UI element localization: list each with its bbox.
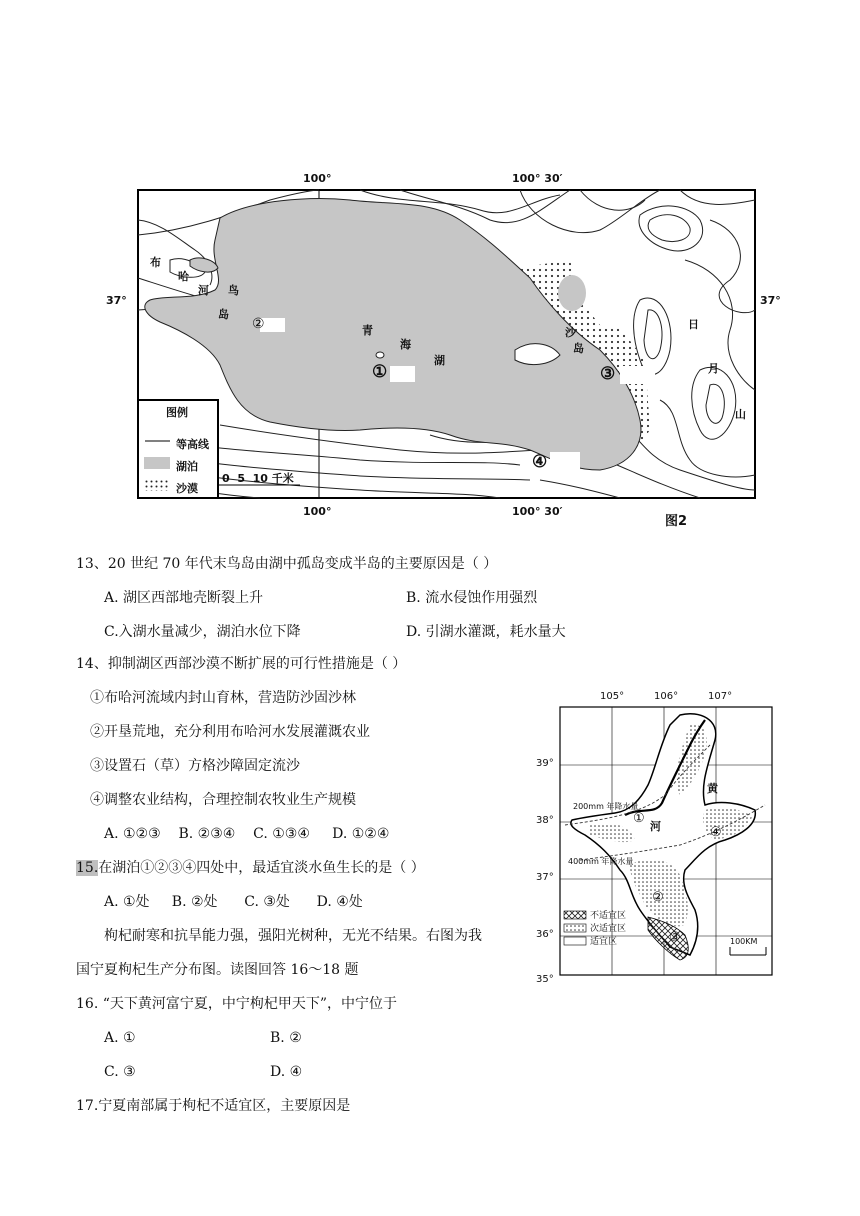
map2-marker-1: ① xyxy=(633,811,645,826)
buha-river-char-1: 布 xyxy=(150,256,161,269)
goji-intro-line-1: 枸杞耐寒和抗旱能力强，强阳光树种，无光不结果。右图为我 xyxy=(104,928,482,944)
q13-option-a: A. 湖区西部地壳断裂上升 xyxy=(104,590,264,606)
lake-name-char-1: 青 xyxy=(362,324,373,337)
riyue-mountain-char-1: 日 xyxy=(688,318,699,331)
lon-label-top-100: 100° xyxy=(303,172,332,185)
bird-island-char-2: 岛 xyxy=(218,308,229,321)
map2-lon-107: 107° xyxy=(708,691,733,702)
q14-statement-2: ②开垦荒地，充分利用布哈河水发展灌溉农业 xyxy=(90,724,370,740)
q16-option-a: A. ① xyxy=(104,1030,136,1046)
q14-statement-4: ④调整农业结构，合理控制农牧业生产规模 xyxy=(90,792,356,808)
map2-lat-35: 35° xyxy=(536,974,554,985)
q17-stem: 17.宁夏南部属于枸杞不适宜区，主要原因是 xyxy=(76,1098,351,1114)
goji-intro-line-2: 国宁夏枸杞生产分布图。读图回答 16～18 题 xyxy=(76,962,359,978)
lon-label-top-10030: 100° 30′ xyxy=(512,172,563,185)
q16-option-c: C. ③ xyxy=(104,1064,136,1080)
q15-line xyxy=(76,859,425,877)
q14-stem: 14、抑制湖区西部沙漠不断扩展的可行性措施是（ ） xyxy=(76,656,407,672)
map2-river-char-2: 河 xyxy=(650,820,661,833)
lon-label-bottom-100: 100° xyxy=(303,505,332,518)
map1-marker-2: ② xyxy=(252,316,265,332)
map1-scale: 0 5 10 千米 xyxy=(222,472,294,485)
q16-option-d: D. ④ xyxy=(270,1064,303,1080)
q14-statement-1: ①布哈河流域内封山育林，营造防沙固沙林 xyxy=(90,690,356,706)
q15-stem: 在湖泊①②③④四处中，最适宜淡水鱼生长的是（ ） xyxy=(98,860,425,876)
map2-legend-unsuitable: 不适宜区 xyxy=(590,911,627,921)
ningxia-goji-map xyxy=(530,685,780,990)
map1-legend-contour: 等高线 xyxy=(176,438,209,451)
map2-lon-105: 105° xyxy=(600,691,625,702)
map2-isohyet-200: 200mm 年降水量 xyxy=(573,802,639,811)
q16-option-b: B. ② xyxy=(270,1030,302,1046)
map1-legend-title: 图例 xyxy=(166,406,188,419)
q13-stem: 13、20 世纪 70 年代末鸟岛由湖中孤岛变成半岛的主要原因是（ ） xyxy=(76,556,498,572)
map2-marker-4: ④ xyxy=(710,825,722,840)
riyue-mountain-char-3: 山 xyxy=(735,408,746,421)
sand-island-char-2: 岛 xyxy=(573,342,584,355)
map2-lat-38: 38° xyxy=(536,815,554,826)
lake-name-char-2: 海 xyxy=(400,338,411,351)
map2-isohyet-400: 400mm 年降水量 xyxy=(568,857,634,866)
map2-legend-secondary: 次适宜区 xyxy=(590,924,627,934)
map2-lat-37: 37° xyxy=(536,872,554,883)
sand-island-char-1: 沙 xyxy=(565,326,576,339)
map2-marker-2: ② xyxy=(652,890,664,905)
q16-stem: 16. “天下黄河富宁夏，中宁枸杞甲天下”，中宁位于 xyxy=(76,996,398,1012)
q14-options: A. ①②③ B. ②③④ C. ①③④ D. ①②④ xyxy=(104,826,390,842)
map2-marker-3: ③ xyxy=(669,930,681,945)
qinghai-lake-svg xyxy=(100,160,780,520)
q14-statement-3: ③设置石（草）方格沙障固定流沙 xyxy=(90,758,300,774)
map2-legend-suitable: 适宜区 xyxy=(590,937,618,947)
q13-option-d: D. 引湖水灌溉，耗水量大 xyxy=(406,624,566,640)
q13-option-c: C.入湖水量减少，湖泊水位下降 xyxy=(104,624,301,640)
bird-island-char-1: 鸟 xyxy=(228,284,239,297)
lon-label-bottom-10030: 100° 30′ xyxy=(512,505,563,518)
buha-river-char-2: 哈 xyxy=(178,270,189,283)
map2-river-char-1: 黄 xyxy=(707,782,718,795)
map1-legend-desert: 沙漠 xyxy=(176,482,198,495)
lake-name-char-3: 湖 xyxy=(434,354,445,367)
buha-river-char-3: 河 xyxy=(198,284,209,297)
map1-marker-3: ③ xyxy=(600,364,616,384)
map2-lon-106: 106° xyxy=(654,691,679,702)
map1-marker-4: ④ xyxy=(532,452,548,472)
map2-lat-39: 39° xyxy=(536,758,554,769)
q15-number: 15. xyxy=(76,860,99,876)
map2-lat-36: 36° xyxy=(536,929,554,940)
map1-legend-lake: 湖泊 xyxy=(176,460,198,473)
riyue-mountain-char-2: 月 xyxy=(708,362,719,375)
q15-options: A. ①处 B. ②处 C. ③处 D. ④处 xyxy=(104,894,363,910)
qinghai-lake-map xyxy=(100,160,781,529)
lat-label-left-37: 37° xyxy=(106,294,127,307)
map2-scale: 100KM xyxy=(730,937,758,946)
q13-option-b: B. 流水侵蚀作用强烈 xyxy=(406,590,538,606)
lat-label-right-37: 37° xyxy=(760,294,781,307)
map1-figure-label: 图2 xyxy=(665,514,688,529)
map1-marker-1: ① xyxy=(372,362,388,382)
